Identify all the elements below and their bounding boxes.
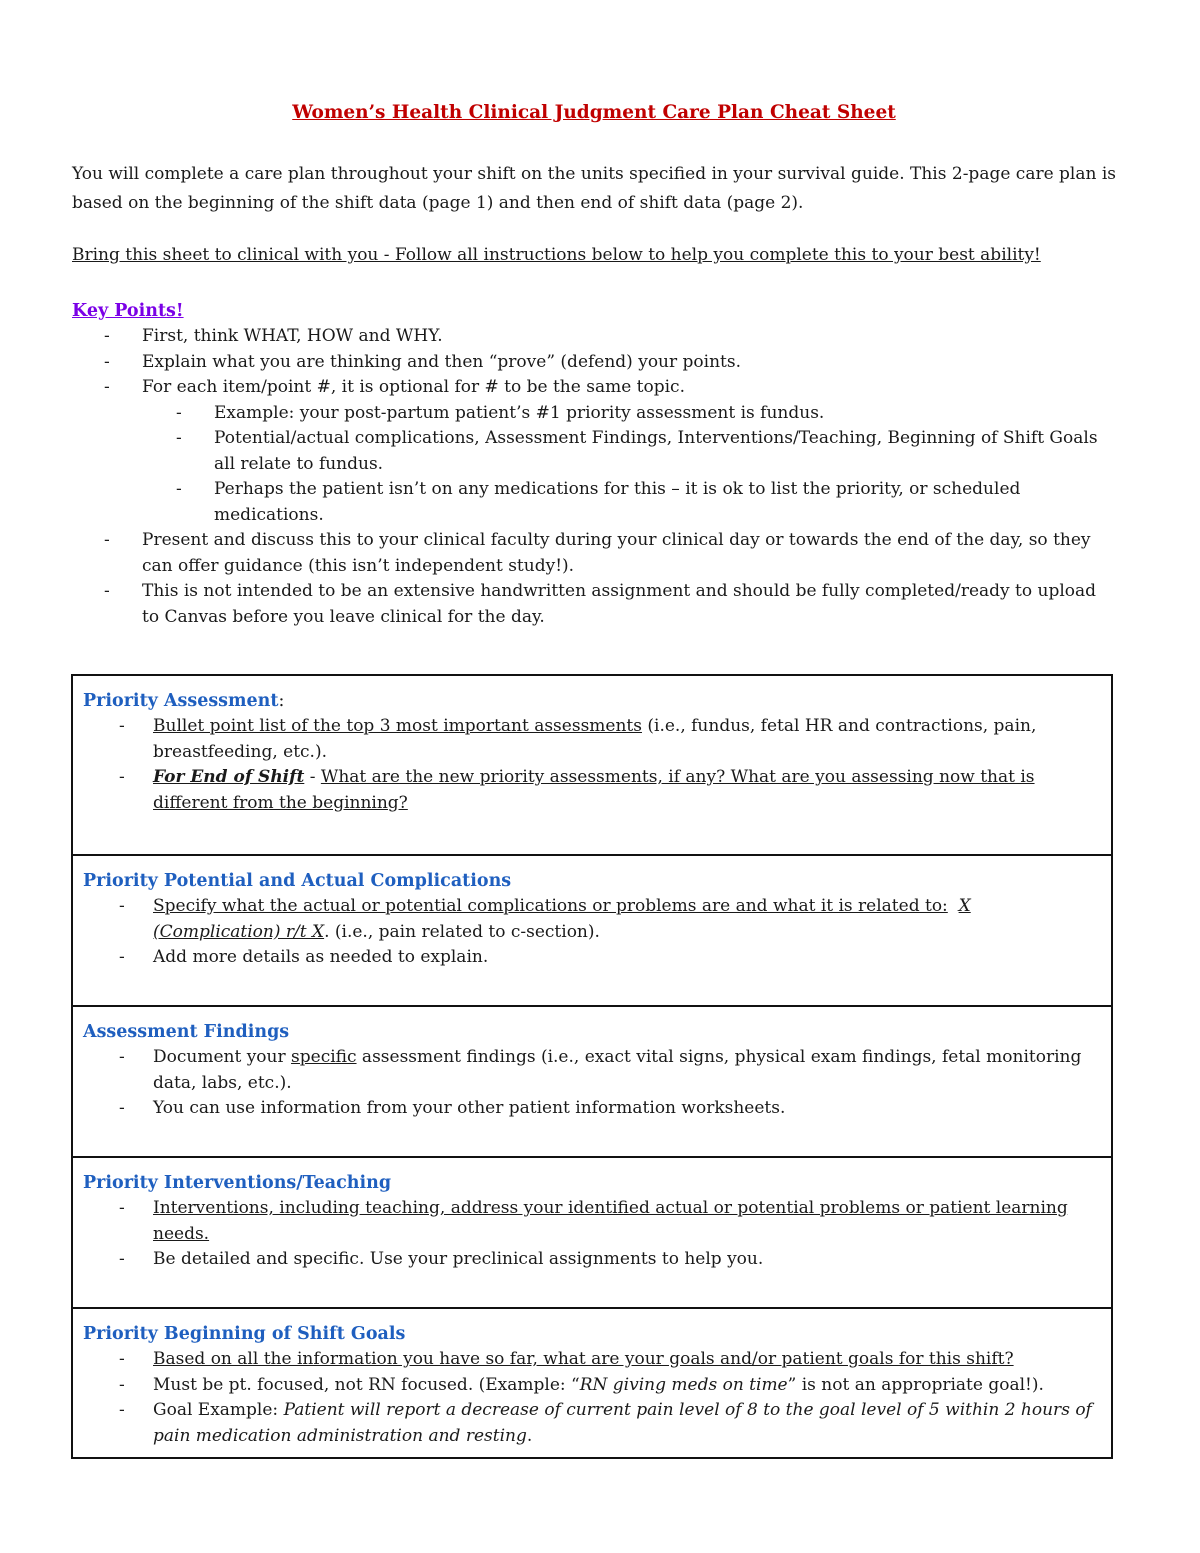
list-item: - For each item/point #, it is optional for # to be the same topic. - Example: your post-partum patient’s #1 priority assessment is fundus. - Potential/actual complications, Assessment Findings, Interventions/Teaching, Beginning of Shift Goals all relate to fundus. - Perhaps the patient isn’t on any medications for this – it is ok to list the priority, or scheduled medications. [72,375,1116,528]
list-item: - Present and discuss this to your clinical faculty during your clinical day or towards the end of the day, so they can offer guidance (this isn’t independent study!). [72,528,1116,579]
list-item: - First, think WHAT, HOW and WHY. [72,324,1116,350]
assessment-findings-box [73,1005,1111,1156]
priority-assessment-box [73,676,1111,854]
section-heading: Priority Assessment: [83,691,285,711]
page-title: Women’s Health Clinical Judgment Care Plan Cheat Sheet [292,102,896,123]
bring-sheet-note: Bring this sheet to clinical with you - Follow all instructions below to help you complete this to your best ability! [72,245,1041,265]
list-item: - Goal Example: Patient will report a decrease of current pain level of 8 to the goal level of 5 within 2 hours of pain medication administration and resting. [83,1398,1101,1449]
key-points-heading: Key Points! [72,301,184,321]
sub-list-item: - Perhaps the patient isn’t on any medications for this – it is ok to list the priority, or scheduled medications. [72,477,1116,528]
list-item: - Document your specific assessment findings (i.e., exact vital signs, physical exam findings, fetal monitoring data, labs, etc.). [83,1045,1101,1096]
interventions-box [73,1156,1111,1307]
complications-box [73,854,1111,1005]
list-item: - Be detailed and specific. Use your preclinical assignments to help you. [83,1247,1101,1273]
list-item: - Based on all the information you have so far, what are your goals and/or patient goals for this shift? [83,1347,1101,1373]
sub-list-item: - Potential/actual complications, Assessment Findings, Interventions/Teaching, Beginning of Shift Goals all relate to fundus. [72,426,1116,477]
list-item: - You can use information from your other patient information worksheets. [83,1096,1101,1122]
section-heading: Assessment Findings [83,1022,290,1042]
key-points-sublist [142,401,1116,529]
list-item: - Interventions, including teaching, address your identified actual or potential problems or patient learning needs. [83,1196,1101,1247]
section-heading: Priority Beginning of Shift Goals [83,1324,406,1344]
key-points-list [72,324,1116,630]
list-item: - Explain what you are thinking and then “prove” (defend) your points. [72,350,1116,376]
care-plan-table [71,674,1113,1459]
list-item: - For End of Shift - What are the new priority assessments, if any? What are you assessing now that is different from the beginning? [83,765,1101,816]
intro-paragraph: You will complete a care plan throughout your shift on the units specified in your survival guide. This 2-page care plan is based on the beginning of the shift data (page 1) and then end of shift data (page 2). [72,164,1117,213]
shift-goals-box [73,1307,1111,1457]
list-item: - Bullet point list of the top 3 most important assessments (i.e., fundus, fetal HR and contractions, pain, breastfeeding, etc.). [83,714,1101,765]
sub-list-item: - Example: your post-partum patient’s #1 priority assessment is fundus. [72,401,1116,427]
section-heading: Priority Potential and Actual Complications [83,871,512,891]
list-item: - Add more details as needed to explain. [83,945,1101,971]
list-item: - This is not intended to be an extensive handwritten assignment and should be fully completed/ready to upload to Canvas before you leave clinical for the day. [72,579,1116,630]
section-heading: Priority Interventions/Teaching [83,1173,392,1193]
list-item: - Specify what the actual or potential complications or problems are and what it is related to: X (Complication) r/t X. (i.e., pain related to c-section). [83,894,1101,945]
document-page [72,100,1116,630]
list-item: - Must be pt. focused, not RN focused. (Example: “RN giving meds on time” is not an appropriate goal!). [83,1373,1101,1399]
